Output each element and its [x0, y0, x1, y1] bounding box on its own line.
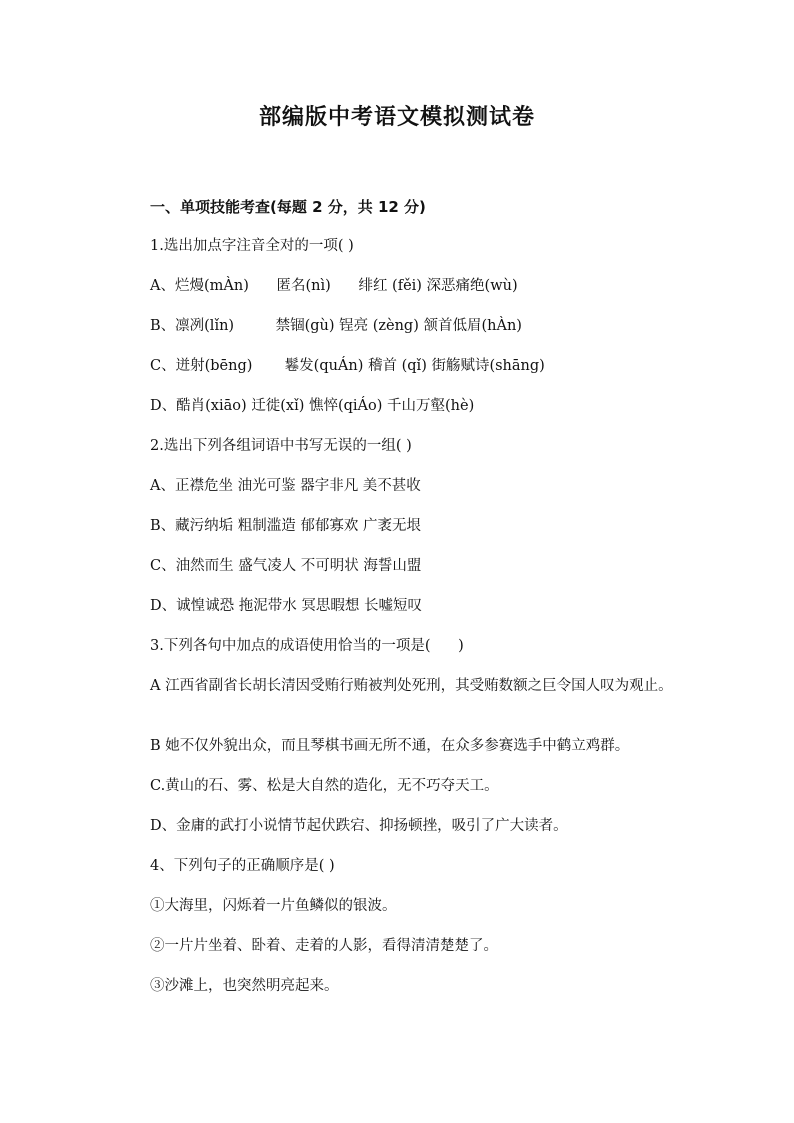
question-3-option-b: B 她不仅外貌出众，而且琴棋书画无所不通，在众多参赛选手中鹤立鸡群。: [150, 738, 630, 754]
question-2-option-a: A、正襟危坐 油光可鉴 器宇非凡 美不甚收: [150, 478, 421, 494]
section-heading: 一、单项技能考查(每题 2 分，共 12 分): [150, 198, 426, 216]
question-2-option-d: D、诚惶诚恐 拖泥带水 冥思暇想 长嘘短叹: [150, 598, 422, 614]
question-1-option-a: A、烂熳(mÀn) 匿名(nì) 绯红 (fěi) 深恶痛绝(wù): [150, 278, 518, 294]
question-3-option-a: A 江西省副省长胡长清因受贿行贿被判处死刑，其受贿数额之巨令国人叹为观止。: [150, 678, 673, 694]
question-1-option-c: C、迸射(bēng) 鬈发(quÁn) 稽首 (qǐ) 街觞赋诗(shāng): [150, 358, 545, 374]
question-2-stem: 2.选出下列各组词语中书写无误的一组( ): [150, 438, 412, 454]
question-4-item-1: ①大海里，闪烁着一片鱼鳞似的银波。: [150, 898, 397, 914]
question-1-option-d: D、酷肖(xiāo) 迁徙(xǐ) 憔悴(qiÁo) 千山万壑(hè): [150, 398, 475, 414]
question-2-option-c: C、油然而生 盛气凌人 不可明状 海誓山盟: [150, 558, 422, 574]
question-3-option-d: D、金庸的武打小说情节起伏跌宕、抑扬顿挫，吸引了广大读者。: [150, 818, 568, 834]
question-1-option-b: B、凛冽(lǐn) 禁锢(gù) 锃亮 (zèng) 颔首低眉(hÀn): [150, 318, 522, 334]
page-title: 部编版中考语文模拟测试卷: [258, 105, 535, 130]
question-4-item-3: ③沙滩上，也突然明亮起来。: [150, 978, 339, 994]
question-4-stem: 4、下列句子的正确顺序是( ): [150, 858, 335, 874]
question-4-item-2: ②一片片坐着、卧着、走着的人影，看得清清楚楚了。: [150, 938, 498, 954]
question-3-stem: 3.下列各句中加点的成语使用恰当的一项是( ): [150, 638, 464, 654]
question-1-stem: 1.选出加点字注音全对的一项( ): [150, 238, 354, 254]
question-3-option-c: C.黄山的石、雾、松是大自然的造化，无不巧夺天工。: [150, 778, 499, 794]
question-2-option-b: B、藏污纳垢 粗制滥造 郁郁寡欢 广袤无垠: [150, 518, 421, 534]
